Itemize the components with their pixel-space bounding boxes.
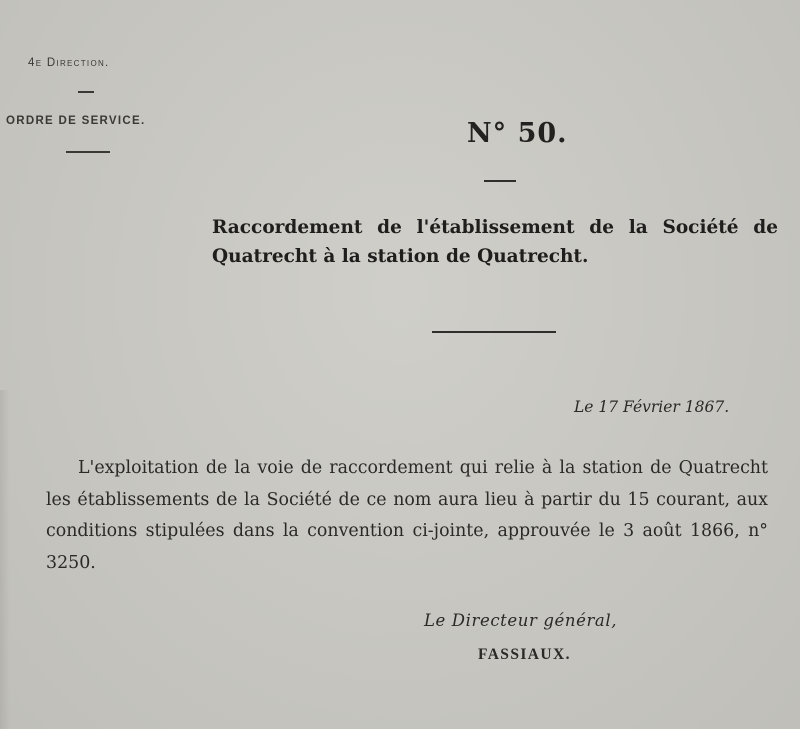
direction-label: 4e Direction. — [28, 57, 110, 69]
signer-name: FASSIAUX. — [478, 646, 571, 663]
title-divider — [484, 180, 516, 182]
order-body — [46, 453, 768, 579]
subject-divider — [432, 331, 556, 333]
order-date: Le 17 Février 1867. — [574, 398, 730, 416]
body-paragraph: L'exploitation de la voie de raccordement qui relie à la station de Quatrecht les établissements de la Société de ce nom aura lieu à partir du 15 courant, aux conditions stipulées dans la convention ci-jointe, approuvée le 3 août 1866, n° 3250. — [46, 458, 768, 573]
order-number: N° 50. — [467, 118, 568, 149]
order-type-label: ORDRE DE SERVICE. — [6, 115, 146, 127]
header-divider — [66, 151, 110, 153]
page-shadow — [0, 390, 10, 729]
header-divider — [78, 91, 94, 93]
order-subject: Raccordement de l'établissement de la Société de Quatrecht à la station de Quatrecht. — [212, 217, 778, 267]
signer-title: Le Directeur général, — [424, 611, 618, 630]
